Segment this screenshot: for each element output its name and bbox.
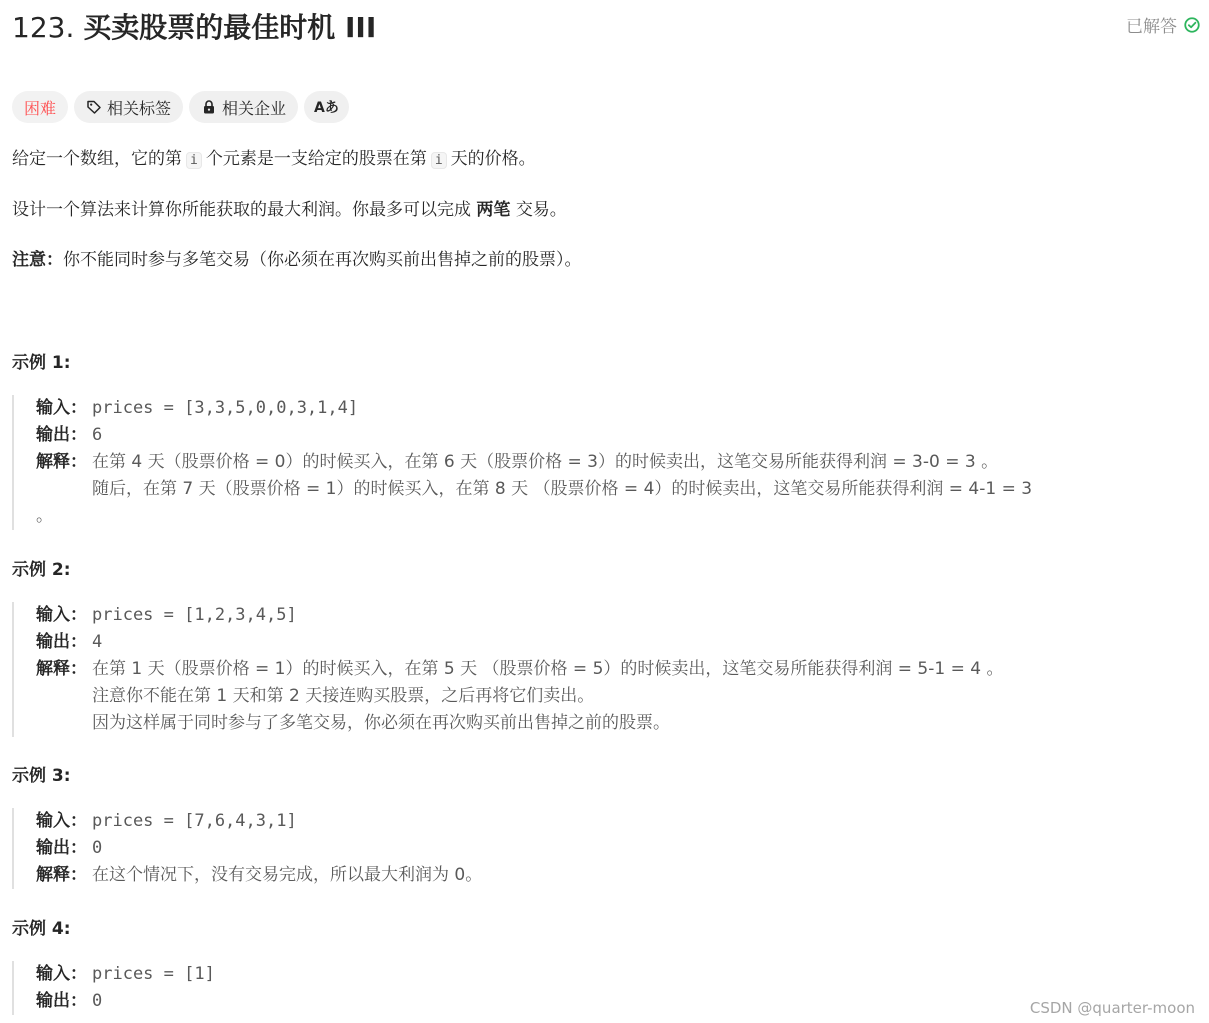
problem-number: 123. — [12, 11, 75, 44]
output-label: 输出： — [36, 425, 87, 445]
input-label: 输入： — [36, 398, 87, 418]
text: 交易。 — [515, 200, 567, 220]
example-4-heading: 示例 4: — [12, 919, 71, 939]
explain-line: 。 — [36, 506, 53, 526]
example-3-block — [12, 808, 1202, 889]
explain-line: 随后，在第 7 天（股票价格 = 1）的时候买入，在第 8 天 （股票价格 = 4）的时候卖出，这笔交易所能获得利润 = 4-1 = 3 — [92, 479, 1033, 499]
explain-line: 在第 4 天（股票价格 = 0）的时候买入，在第 6 天（股票价格 = 3）的时候卖出，这笔交易所能获得利润 = 3-0 = 3 。 — [92, 452, 999, 472]
explain-label: 解释： — [36, 865, 87, 885]
input-label: 输入： — [36, 811, 87, 831]
inline-code: i — [186, 152, 202, 169]
input-label: 输入： — [36, 605, 87, 625]
output-value: 0 — [92, 838, 103, 858]
text: 天的价格。 — [450, 149, 536, 169]
bold-text: 两笔 — [476, 200, 511, 220]
problem-name: 买卖股票的最佳时机 III — [83, 11, 377, 44]
example-1-heading: 示例 1: — [12, 353, 71, 373]
input-value: prices = [1,2,3,4,5] — [92, 605, 297, 625]
note-text: 你不能同时参与多笔交易（你必须在再次购买前出售掉之前的股票）。 — [63, 250, 582, 270]
explain-line: 在这个情况下，没有交易完成，所以最大利润为 0。 — [92, 865, 483, 885]
description-note — [12, 248, 582, 272]
description-p1 — [12, 147, 536, 173]
text: 给定一个数组，它的第 — [12, 149, 182, 169]
output-value: 0 — [92, 991, 103, 1011]
output-value: 4 — [92, 632, 103, 652]
translate-button[interactable] — [304, 91, 349, 123]
solved-status — [1126, 12, 1201, 37]
explain-label: 解释： — [36, 452, 87, 472]
explain-line: 注意你不能在第 1 天和第 2 天接连购买股票，之后再将它们卖出。 — [92, 686, 595, 706]
difficulty-badge[interactable] — [12, 91, 68, 123]
note-label: 注意： — [12, 250, 63, 270]
input-value: prices = [1] — [92, 964, 215, 984]
example-2-heading: 示例 2: — [12, 560, 71, 580]
related-topics-button[interactable] — [74, 91, 183, 123]
related-topics-label: 相关标签 — [107, 98, 172, 118]
example-4-block — [12, 961, 1202, 1015]
example-2-block — [12, 602, 1202, 737]
description-p2 — [12, 198, 567, 222]
text: 个元素是一支给定的股票在第 — [205, 149, 427, 169]
check-circle-icon — [1183, 16, 1201, 34]
difficulty-label: 困难 — [24, 98, 57, 118]
example-3-heading: 示例 3: — [12, 766, 71, 786]
explain-label: 解释： — [36, 659, 87, 679]
input-value: prices = [7,6,4,3,1] — [92, 811, 297, 831]
input-value: prices = [3,3,5,0,0,3,1,4] — [92, 398, 359, 418]
output-label: 输出： — [36, 838, 87, 858]
input-label: 输入： — [36, 964, 87, 984]
output-value: 6 — [92, 425, 103, 445]
related-companies-button[interactable] — [189, 91, 298, 123]
explain-line: 在第 1 天（股票价格 = 1）的时候买入，在第 5 天 （股票价格 = 5）的时候卖出，这笔交易所能获得利润 = 5-1 = 4 。 — [92, 659, 1004, 679]
explain-line: 因为这样属于同时参与了多笔交易，你必须在再次购买前出售掉之前的股票。 — [92, 713, 670, 733]
problem-title — [12, 6, 376, 50]
tag-icon — [86, 99, 102, 115]
tag-bar — [12, 91, 349, 123]
lock-icon — [201, 99, 217, 115]
translate-icon: Aあ — [314, 100, 339, 116]
output-label: 输出： — [36, 632, 87, 652]
watermark: CSDN @quarter-moon — [1029, 999, 1195, 1017]
solved-label: 已解答 — [1126, 17, 1177, 37]
inline-code: i — [431, 152, 447, 169]
text: 设计一个算法来计算你所能获取的最大利润。你最多可以完成 — [12, 200, 471, 220]
example-1-block — [12, 395, 1202, 530]
output-label: 输出： — [36, 991, 87, 1011]
related-companies-label: 相关企业 — [222, 98, 287, 118]
